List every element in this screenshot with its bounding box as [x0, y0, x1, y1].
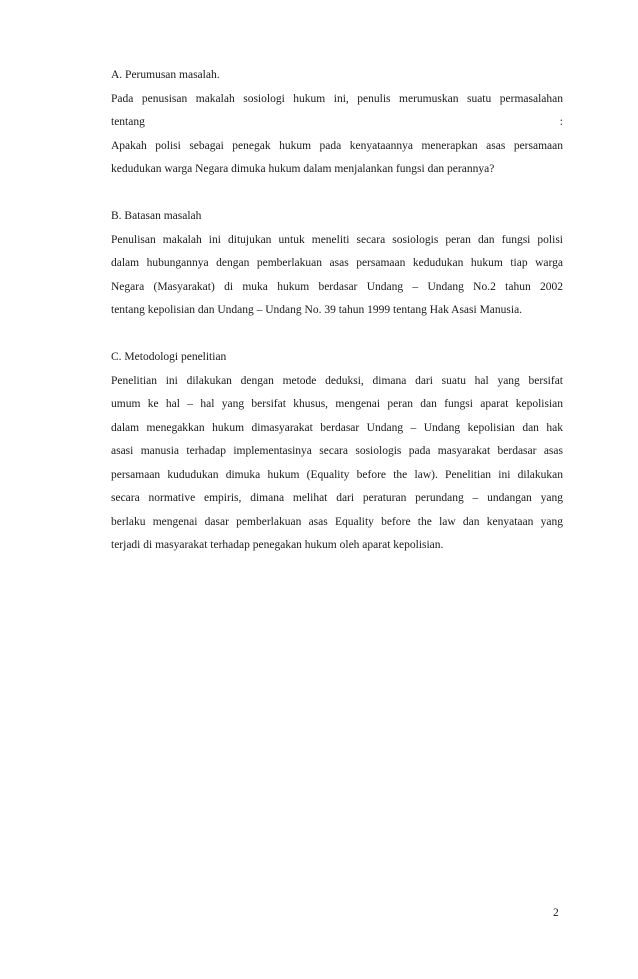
paragraph-line: umum ke hal – hal yang bersifat khusus, mengenai peran dan fungsi aparat kepolisian	[111, 398, 563, 410]
paragraph-line: secara normative empiris, dimana melihat dari peraturan perundang – undangan yang	[111, 492, 563, 504]
split-line-left: tentang	[111, 116, 145, 128]
section-heading-metodologi-penelitian: C. Metodologi penelitian	[111, 351, 227, 363]
paragraph-line: Penulisan makalah ini ditujukan untuk meneliti secara sosiologis peran dan fungsi polisi	[111, 233, 563, 246]
paragraph-line: kedudukan warga Negara dimuka hukum dalam menjalankan fungsi dan perannya?	[111, 163, 495, 175]
paragraph-line: Negara (Masyarakat) di muka hukum berdasar Undang – Undang No.2 tahun 2002	[111, 280, 563, 293]
paragraph-line: Apakah polisi sebagai penegak hukum pada kenyataannya menerapkan asas persamaan	[111, 139, 563, 152]
paragraph-line: persamaan kududukan dimuka hukum (Equality before the law). Penelitian ini dilakukan	[111, 468, 563, 481]
section-spacer	[111, 182, 563, 206]
paragraph-line: Penelitian ini dilakukan dengan metode deduksi, dimana dari suatu hal yang bersifat	[111, 374, 563, 387]
paragraph-line: berlaku mengenai dasar pemberlakuan asas Equality before the law dan kenyataan yang	[111, 515, 563, 528]
paragraph-line: dalam menegakkan hukum dimasyarakat berdasar Undang – Undang kepolisian dan hak	[111, 421, 563, 434]
section-heading-batasan-masalah: B. Batasan masalah	[111, 210, 202, 222]
section-spacer	[111, 323, 563, 347]
page-number: 2	[553, 907, 559, 919]
paragraph-line: dalam hubungannya dengan pemberlakuan asas persamaan kedudukan hukum tiap warga	[111, 257, 563, 269]
paragraph-line: Pada penusisan makalah sosiologi hukum ini, penulis merumuskan suatu permasalahan	[111, 92, 563, 105]
document-page	[111, 64, 563, 558]
paragraph-line: asasi manusia terhadap implementasinya secara sosiologis pada masyarakat berdasar asas	[111, 445, 563, 457]
paragraph-line: terjadi di masyarakat terhadap penegakan hukum oleh aparat kepolisian.	[111, 539, 444, 551]
paragraph-line: tentang kepolisian dan Undang – Undang No. 39 tahun 1999 tentang Hak Asasi Manusia.	[111, 304, 523, 316]
paragraph-line-split	[111, 111, 563, 135]
section-heading-perumusan-masalah: A. Perumusan masalah.	[111, 69, 220, 81]
split-line-right: :	[559, 116, 563, 128]
